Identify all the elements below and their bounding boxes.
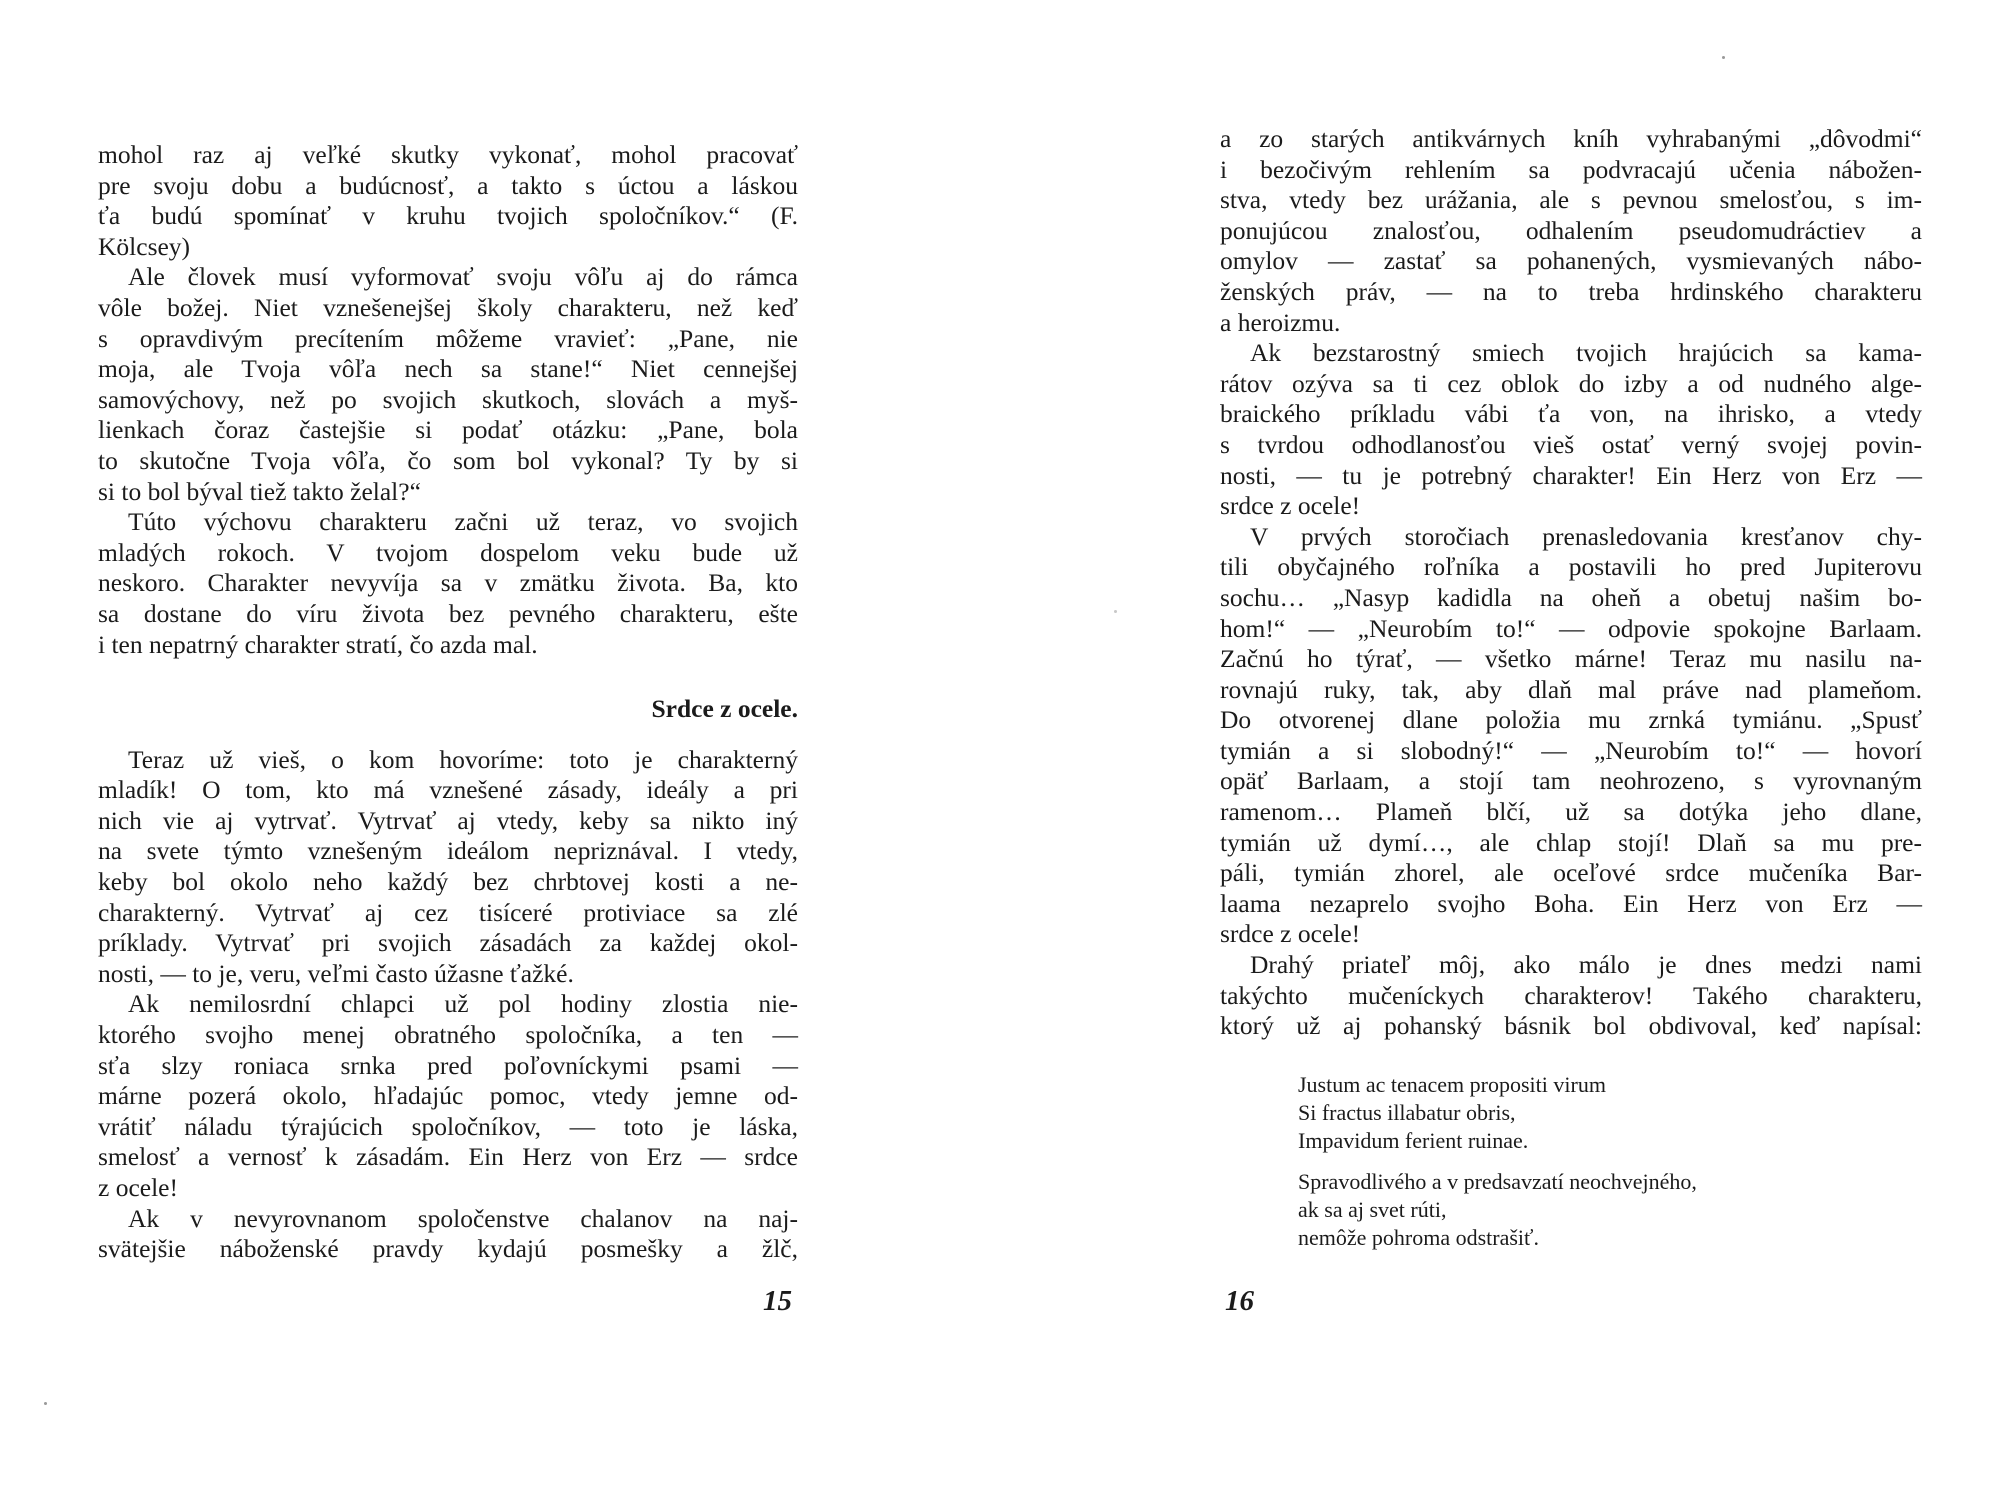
text-line: nosti, — to je, veru, veľmi často úžasne ťažké. (98, 958, 574, 988)
poem-line: Spravodlivého a v predsavzatí neochvejného, (1298, 1169, 1697, 1194)
text-line: i ten nepatrný charakter stratí, čo azda mal. (98, 629, 538, 659)
section-heading: Srdce z ocele. (651, 694, 798, 724)
text-line: Ak v nevyrovnanom spoločenstve chalanov na naj- (128, 1203, 798, 1233)
text-line: a heroizmu. (1220, 307, 1341, 337)
text-line: svätejšie náboženské pravdy kydajú posmešky a žlč, (98, 1234, 798, 1264)
text-line: Ak nemilosrdní chlapci už pol hodiny zlostia nie- (128, 989, 798, 1019)
page-number-right: 16 (1225, 1285, 1254, 1317)
text-line: rovnajú ruky, tak, aby dlaň mal práve nad plameňom. (1220, 674, 1922, 704)
text-line: s tvrdou odhodlanosťou vieš ostať verný svojej povin- (1220, 429, 1922, 459)
paper-speck (44, 1402, 47, 1405)
text-line: vôle božej. Niet vznešenejšej školy charakteru, než keď (98, 292, 798, 322)
text-line: stva, vtedy bez urážania, ale s pevnou smelosťou, s im- (1220, 185, 1922, 215)
poem-line: Si fractus illabatur obris, (1298, 1100, 1516, 1125)
paper-speck (1722, 56, 1725, 59)
text-line: pre svoju dobu a budúcnosť, a takto s úctou a láskou (98, 170, 798, 200)
text-line: ktorého svojho menej obratného spoločníka, a ten — (98, 1020, 798, 1050)
poem-line: nemôže pohroma odstrašiť. (1298, 1225, 1539, 1250)
text-line: ťa budú spomínať v kruhu tvojich spoločníkov.“ (F. (98, 201, 798, 231)
text-line: sa dostane do víru života bez pevného charakteru, ešte (98, 598, 798, 628)
text-line: Kölcsey) (98, 231, 191, 261)
text-line: srdce z ocele! (1220, 491, 1361, 521)
text-line: samovýchovy, než po svojich skutkoch, slovách a myš- (98, 384, 798, 414)
text-line: hom!“ — „Neurobím to!“ — odpovie spokojne Barlaam. (1220, 613, 1922, 643)
text-line: laama nezaprelo svojho Boha. Ein Herz von Erz — (1220, 888, 1922, 918)
poem-line: ak sa aj svet rúti, (1298, 1197, 1447, 1222)
text-line: smelosť a vernosť k zásadám. Ein Herz von Erz — srdce (98, 1142, 798, 1172)
text-line: mladých rokoch. V tvojom dospelom veku bude už (98, 537, 798, 567)
text-line: sochu… „Nasyp kadidla na oheň a obetuj našim bo- (1220, 582, 1922, 612)
text-line: nich vie aj vytrvať. Vytrvať aj vtedy, keby sa nikto iný (98, 805, 798, 835)
text-line: omylov — zastať sa pohanených, vysmievaných nábo- (1220, 246, 1922, 276)
text-line: srdce z ocele! (1220, 919, 1361, 949)
text-line: s opravdivým precítením môžeme vravieť: „Pane, nie (98, 323, 798, 353)
text-line: na svete týmto vznešeným ideálom nepriznával. I vtedy, (98, 836, 798, 866)
text-line: neskoro. Charakter nevyvíja sa v zmätku života. Ba, kto (98, 568, 798, 598)
text-line: ktorý už aj pohanský básnik bol obdivoval, keď napísal: (1220, 1011, 1922, 1041)
text-line: Ak bezstarostný smiech tvojich hrajúcich sa kama- (1250, 338, 1922, 368)
left-page-text (98, 140, 798, 1265)
text-line: Drahý priateľ môj, ako málo je dnes medzi nami (1250, 950, 1922, 980)
text-line: tymián už dymí…, ale chlap stojí! Dlaň sa mu pre- (1220, 827, 1922, 857)
text-line: keby bol okolo neho každý bez chrbtovej kosti a ne- (98, 867, 798, 897)
poem-latin (1298, 1071, 1606, 1155)
text-line: mohol raz aj veľké skutky vykonať, mohol pracovať (98, 140, 798, 169)
text-line: Začnú ho týrať, — všetko márne! Teraz mu nasilu na- (1220, 644, 1922, 674)
text-line: sťa slzy roniaca srnka pred poľovníckymi psami — (98, 1050, 798, 1080)
page-number-left: 15 (763, 1285, 792, 1317)
text-line: nosti, — tu je potrebný charakter! Ein Herz von Erz — (1220, 460, 1922, 490)
text-line: Teraz už vieš, o kom hovoríme: toto je charakterný (128, 744, 798, 774)
text-line: páli, tymián zhorel, ale oceľové srdce mučeníka Bar- (1220, 858, 1922, 888)
right-page (1000, 0, 1999, 1500)
poem-line: Impavidum ferient ruinae. (1298, 1128, 1529, 1153)
text-line: rátov ozýva sa ti cez oblok do izby a od nudného alge- (1220, 368, 1922, 398)
text-line: ponujúcou znalosťou, odhalením pseudomudráctiev a (1220, 215, 1922, 245)
text-line: to skutočne Tvoja vôľa, čo som bol vykonal? Ty by si (98, 445, 798, 475)
text-line: tili obyčajného roľníka a postavili ho pred Jupiterovu (1220, 552, 1922, 582)
text-line: si to bol býval tiež takto želal?“ (98, 476, 421, 506)
text-line: charakterný. Vytrvať aj cez tisíceré protiviace sa zlé (98, 897, 798, 927)
text-line: vrátiť náladu týrajúcich spoločníkov, — toto je láska, (98, 1111, 798, 1141)
text-line: opäť Barlaam, a stojí tam neohrozeno, s vyrovnaným (1220, 766, 1922, 796)
text-line: V prvých storočiach prenasledovania kresťanov chy- (1250, 521, 1922, 551)
text-line: i bezočivým rehlením sa podvracajú učenia nábožen- (1220, 154, 1922, 184)
text-line: Do otvorenej dlane položia mu zrnká tymiánu. „Spusť (1220, 705, 1922, 735)
text-line: ženských práv, — na to treba hrdinského charakteru (1220, 276, 1922, 306)
text-line: ramenom… Plameň blčí, už sa dotýka jeho dlane, (1220, 797, 1922, 827)
text-line: z ocele! (98, 1173, 178, 1202)
text-line: Túto výchovu charakteru začni už teraz, vo svojich (128, 507, 798, 537)
poem-line: Justum ac tenacem propositi virum (1298, 1072, 1606, 1097)
poem-slovak (1298, 1168, 1697, 1252)
text-line: moja, ale Tvoja vôľa nech sa stane!“ Niet cennejšej (98, 354, 798, 384)
paper-speck (1114, 610, 1117, 613)
text-line: tymián a si slobodný!“ — „Neurobím to!“ — hovorí (1220, 735, 1922, 765)
text-line: mladík! O tom, kto má vznešené zásady, ideály a pri (98, 775, 798, 805)
text-line: takýchto mučeníckych charakterov! Takého charakteru, (1220, 980, 1922, 1010)
text-line: a zo starých antikvárnych kníh vyhrabanými „dôvodmi“ (1220, 124, 1922, 153)
text-line: braického príkladu vábi ťa von, na ihrisko, a vtedy (1220, 399, 1922, 429)
text-line: lienkach čoraz častejšie si podať otázku: „Pane, bola (98, 415, 798, 445)
text-line: príklady. Vytrvať pri svojich zásadách za každej okol- (98, 928, 798, 958)
text-line: márne pozerá okolo, hľadajúc pomoc, vtedy jemne od- (98, 1081, 798, 1111)
text-line: Ale človek musí vyformovať svoju vôľu aj do rámca (128, 262, 798, 292)
right-page-text (1220, 124, 1922, 1042)
